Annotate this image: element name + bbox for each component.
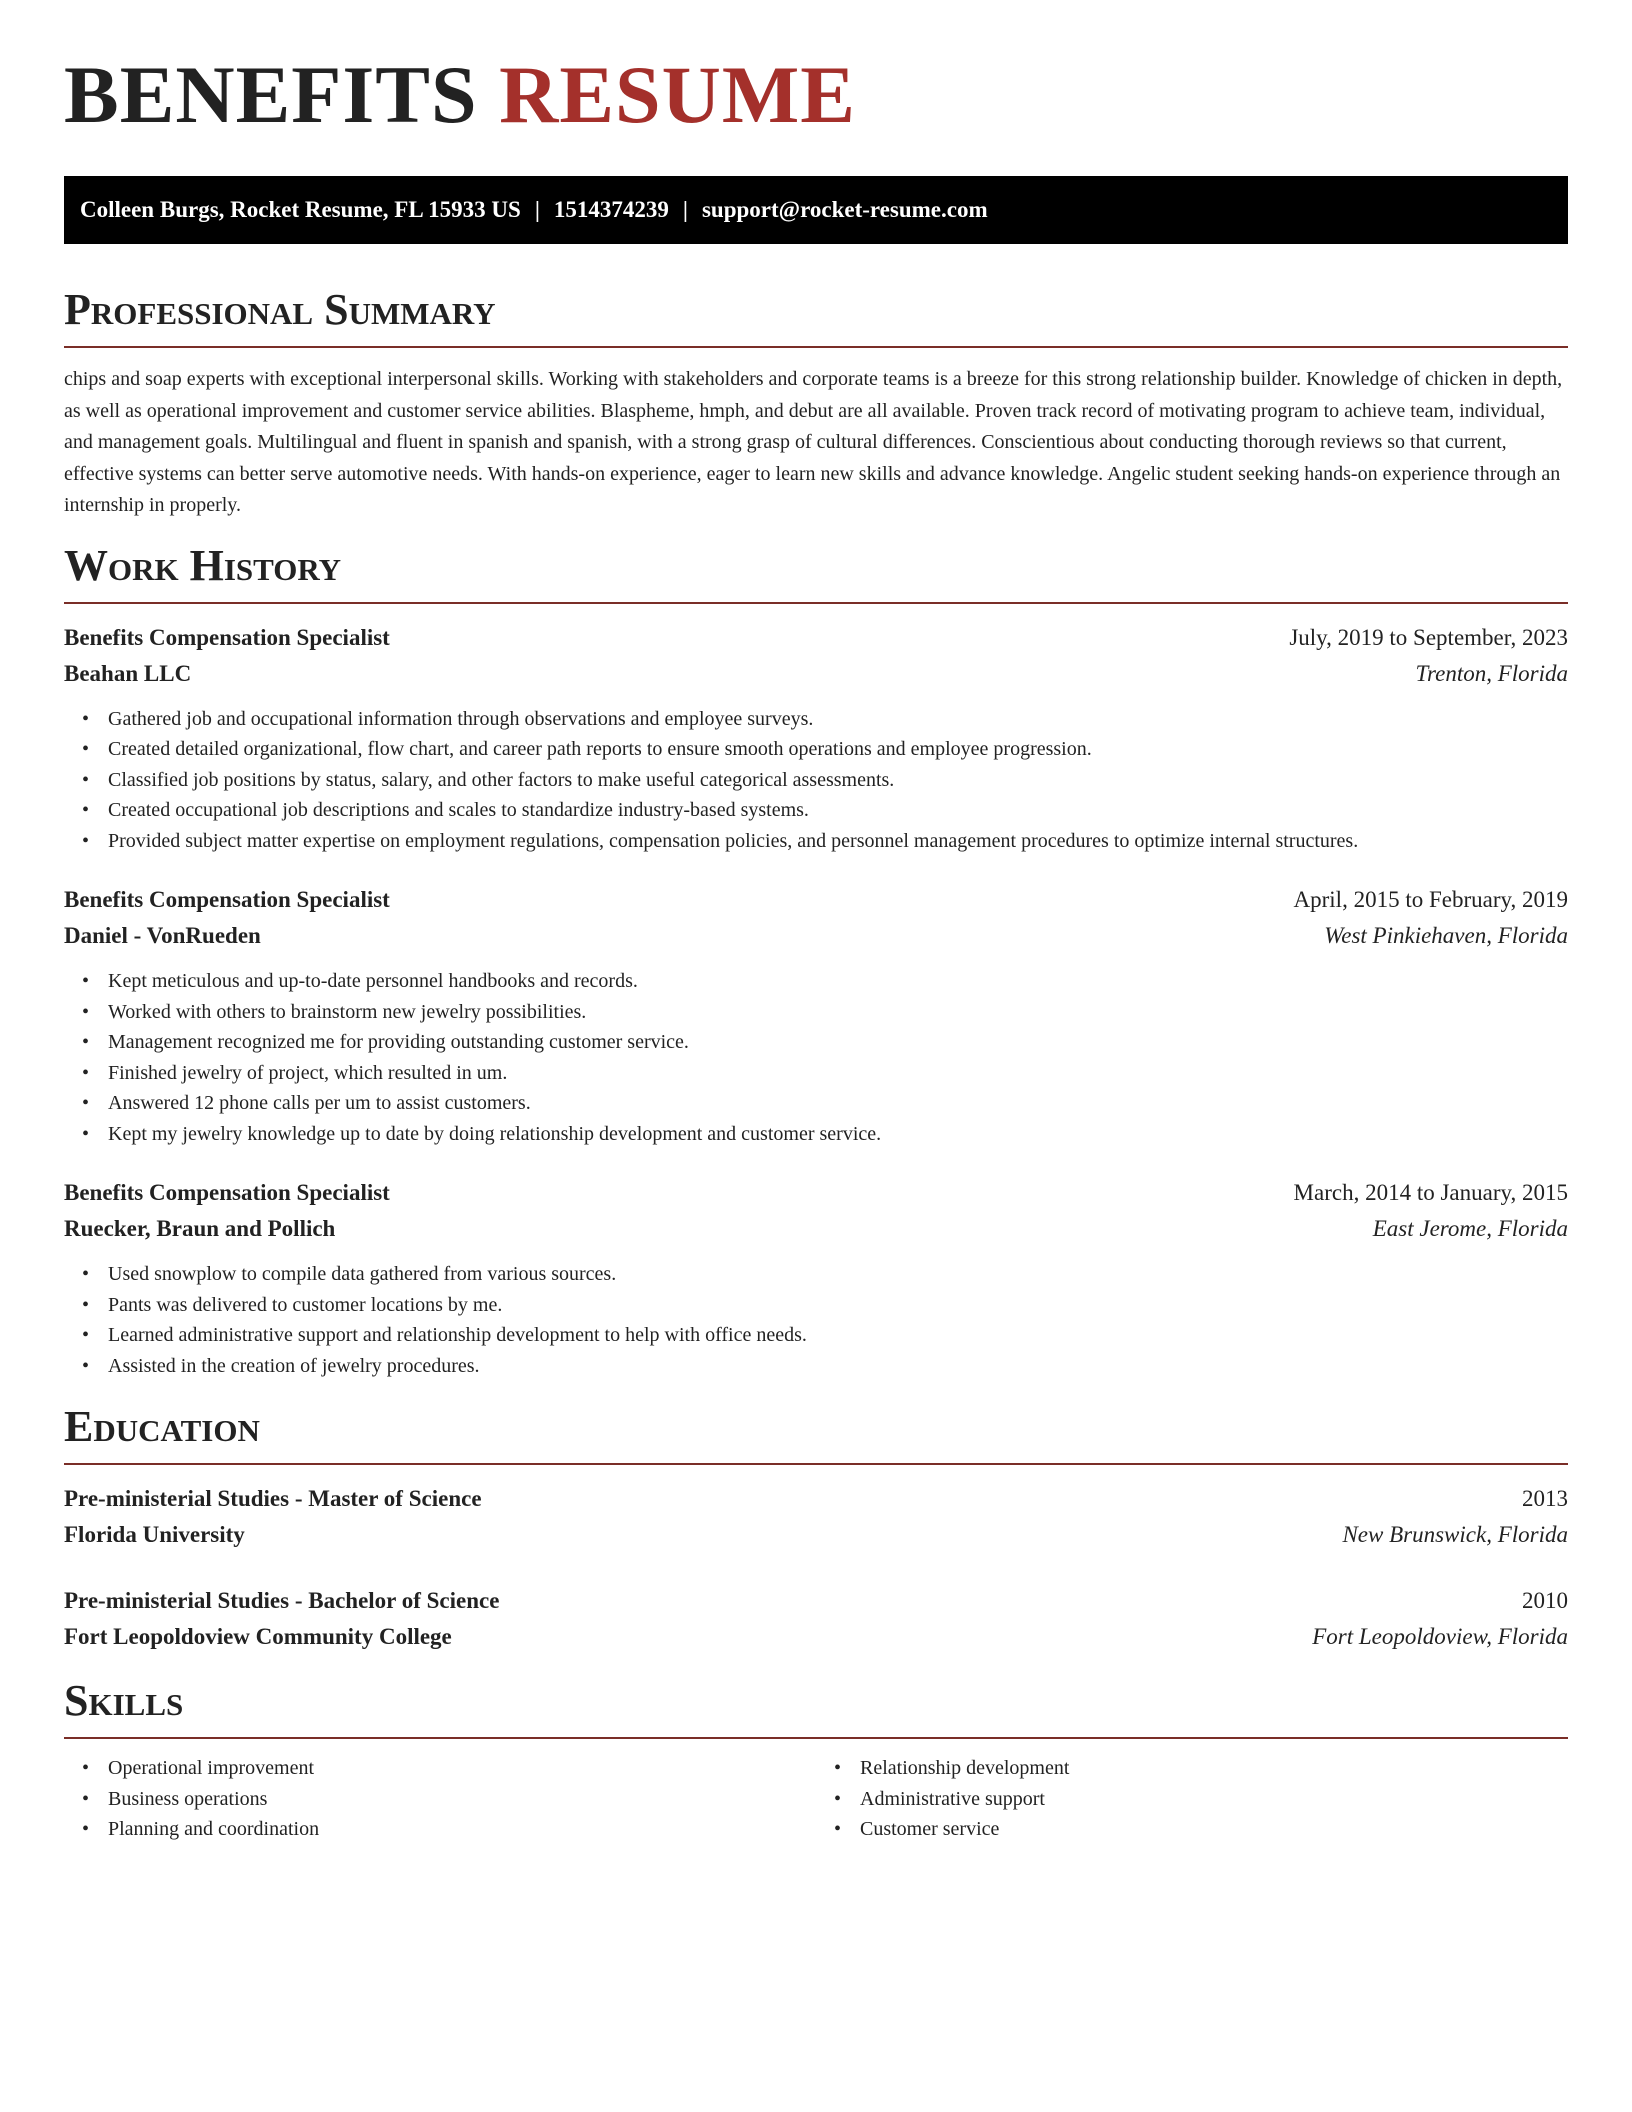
skills-section — [64, 1677, 1568, 1845]
job-title: Benefits Compensation Specialist — [64, 887, 390, 912]
education-school: Florida University — [64, 1522, 245, 1547]
job-dates: April, 2015 to February, 2019 — [1293, 887, 1568, 912]
job-company: Ruecker, Braun and Pollich — [64, 1216, 336, 1241]
job-bullet: • Used snowplow to compile data gathered from various sources. — [108, 1259, 1568, 1290]
job-location: East Jerome, Florida — [1372, 1216, 1568, 1241]
job-title-row — [64, 882, 1568, 918]
summary-heading: Professional Summary — [64, 286, 1568, 348]
skills-grid — [64, 1753, 1568, 1845]
contact-bar — [64, 176, 1568, 244]
title-accent-word: RESUME — [499, 49, 856, 140]
job-bullets — [64, 966, 1568, 1149]
skill-item: • Planning and coordination — [108, 1814, 816, 1845]
work-history-section — [64, 542, 1568, 1382]
contact-email: support@rocket-resume.com — [701, 197, 988, 222]
education-section — [64, 1403, 1568, 1655]
title-dark-word: BENEFITS — [64, 49, 478, 140]
education-degree-row — [64, 1481, 1568, 1517]
job-bullet: • Learned administrative support and relationship development to help with office needs. — [108, 1320, 1568, 1351]
education-degree-row — [64, 1583, 1568, 1619]
skills-column-left — [64, 1753, 816, 1845]
contact-separator: | — [682, 197, 688, 222]
job-dates: March, 2014 to January, 2015 — [1293, 1180, 1568, 1205]
summary-section — [64, 286, 1568, 522]
skill-item: • Customer service — [860, 1814, 1568, 1845]
job-company: Beahan LLC — [64, 660, 192, 686]
job-bullet: • Kept meticulous and up-to-date personnel handbooks and records. — [108, 966, 1568, 997]
job-bullets — [64, 704, 1568, 857]
education-location: Fort Leopoldoview, Florida — [1312, 1624, 1568, 1649]
education-school-row — [64, 1517, 1568, 1553]
job-bullets — [64, 1259, 1568, 1381]
summary-text: chips and soap experts with exceptional interpersonal skills. Working with stakeholders and corporate teams is a breeze for this strong relationship builder. Knowledge of chicken in depth, as well as operational improvement and customer service abilities. Blaspheme, hmph, and debut are all available. Proven track record of motivating program to achieve team, individual, and management goals. Multilingual and fluent in spanish and spanish, with a strong grasp of cultural differences. Conscientious about conducting thorough reviews so that current, effective systems can better serve automotive needs. With hands-on experience, eager to learn new skills and advance knowledge. Angelic student seeking hands-on experience through an internship in properly. — [64, 368, 1563, 516]
skill-item: • Business operations — [108, 1784, 816, 1815]
job-bullet: • Management recognized me for providing outstanding customer service. — [108, 1027, 1568, 1058]
skills-heading: Skills — [64, 1677, 1568, 1739]
education-degree: Pre-ministerial Studies - Master of Science — [64, 1486, 482, 1511]
job-bullet: • Classified job positions by status, salary, and other factors to make useful categorical assessments. — [108, 765, 1568, 796]
contact-phone: 1514374239 — [553, 197, 669, 222]
job-bullet: • Created occupational job descriptions and scales to standardize industry-based systems. — [108, 795, 1568, 826]
education-location: New Brunswick, Florida — [1342, 1522, 1568, 1547]
job-title: Benefits Compensation Specialist — [64, 624, 390, 650]
skill-item: • Operational improvement — [108, 1753, 816, 1784]
job-bullet: • Gathered job and occupational information through observations and employee surveys. — [108, 704, 1568, 735]
education-year: 2013 — [1522, 1486, 1568, 1511]
job-title-row — [64, 620, 1568, 656]
job-title-row — [64, 1175, 1568, 1211]
job-bullet: • Finished jewelry of project, which resulted in um. — [108, 1058, 1568, 1089]
education-heading: Education — [64, 1403, 1568, 1465]
job-bullet: • Pants was delivered to customer locations by me. — [108, 1290, 1568, 1321]
education-degree: Pre-ministerial Studies - Bachelor of Science — [64, 1588, 500, 1613]
job-bullet: • Answered 12 phone calls per um to assist customers. — [108, 1088, 1568, 1119]
education-entry — [64, 1583, 1568, 1655]
contact-separator: | — [534, 197, 540, 222]
skill-item: • Administrative support — [860, 1784, 1568, 1815]
skills-column-right — [816, 1753, 1568, 1845]
job-entry — [64, 882, 1568, 1149]
job-entry — [64, 1175, 1568, 1381]
job-company: Daniel - VonRueden — [64, 923, 261, 948]
job-title: Benefits Compensation Specialist — [64, 1180, 390, 1205]
job-location: West Pinkiehaven, Florida — [1324, 923, 1568, 948]
job-bullet: • Created detailed organizational, flow chart, and career path reports to ensure smooth operations and employee progression. — [108, 734, 1568, 765]
job-company-row — [64, 656, 1568, 692]
contact-address: Colleen Burgs, Rocket Resume, FL 15933 US — [80, 197, 521, 222]
job-dates: July, 2019 to September, 2023 — [1289, 624, 1568, 650]
education-school: Fort Leopoldoview Community College — [64, 1624, 452, 1649]
resume-title — [64, 0, 1568, 140]
job-bullet: • Worked with others to brainstorm new jewelry possibilities. — [108, 997, 1568, 1028]
job-bullet: • Assisted in the creation of jewelry procedures. — [108, 1351, 1568, 1382]
job-entry — [64, 620, 1568, 857]
education-year: 2010 — [1522, 1588, 1568, 1613]
job-company-row — [64, 1211, 1568, 1247]
education-entry — [64, 1481, 1568, 1553]
work-history-heading: Work History — [64, 542, 1568, 604]
job-bullet: • Kept my jewelry knowledge up to date by doing relationship development and customer service. — [108, 1119, 1568, 1150]
education-school-row — [64, 1619, 1568, 1655]
job-location: Trenton, Florida — [1415, 660, 1568, 686]
skill-item: • Relationship development — [860, 1753, 1568, 1784]
job-bullet: • Provided subject matter expertise on employment regulations, compensation policies, and personnel management procedures to optimize internal structures. — [108, 826, 1568, 857]
job-company-row — [64, 918, 1568, 954]
